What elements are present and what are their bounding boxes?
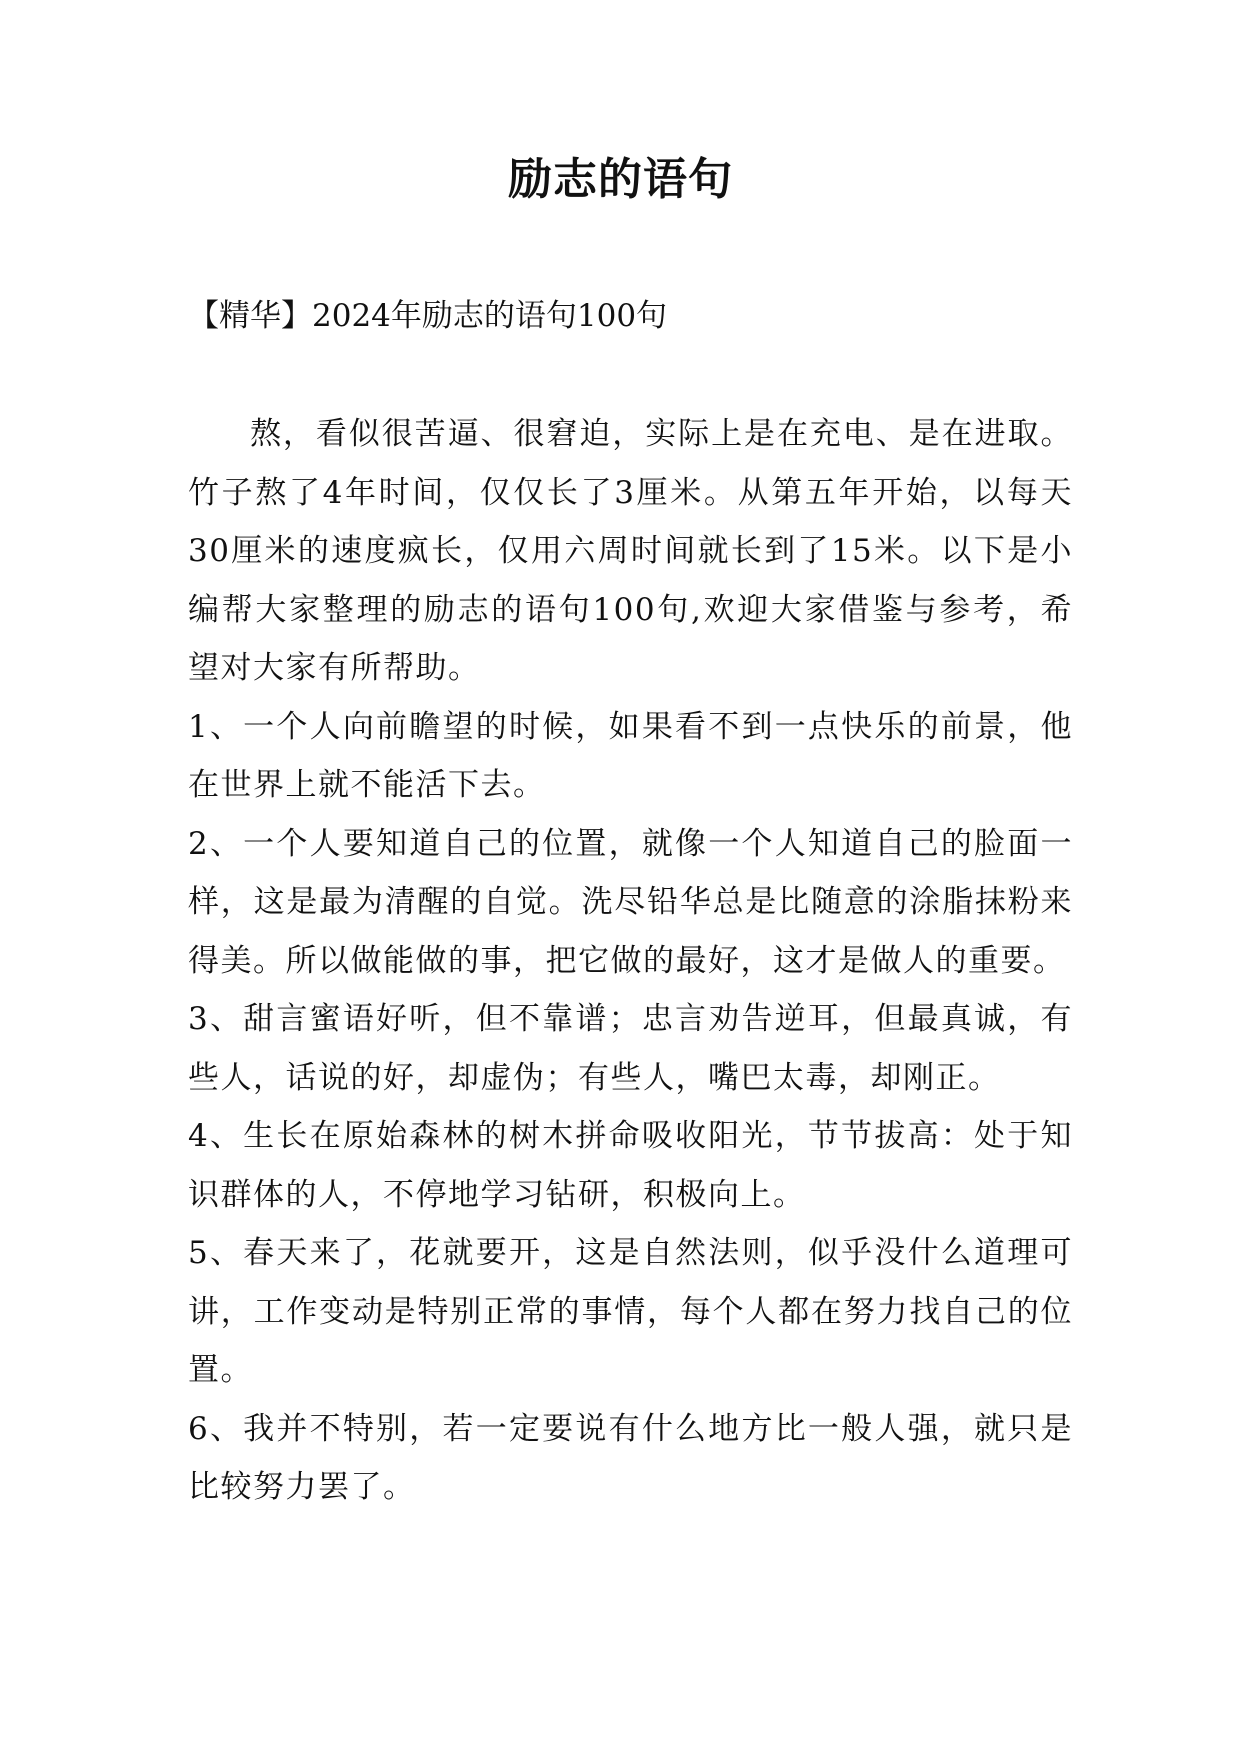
list-item: 3、甜言蜜语好听，但不靠谱；忠言劝告逆耳，但最真诚，有些人，话说的好，却虚伪；有些人，嘴巴太毒，却刚正。 — [188, 1001, 1073, 1096]
document-title: 励志的语句 — [508, 154, 733, 205]
list-item: 4、生长在原始森林的树木拼命吸收阳光，节节拔高：处于知识群体的人，不停地学习钻研，积极向上。 — [188, 1118, 1073, 1213]
document-subtitle: 【精华】2024年励志的语句100句 — [188, 298, 668, 334]
list-item: 6、我并不特别，若一定要说有什么地方比一般人强，就只是比较努力罢了。 — [188, 1410, 1073, 1505]
document-body — [188, 405, 1073, 1517]
list-item: 1、一个人向前瞻望的时候，如果看不到一点快乐的前景，他在世界上就不能活下去。 — [188, 708, 1073, 803]
list-item: 5、春天来了，花就要开，这是自然法则，似乎没什么道理可讲，工作变动是特别正常的事情，每个人都在努力找自己的位置。 — [188, 1235, 1073, 1388]
intro-paragraph: 熬，看似很苦逼、很窘迫，实际上是在充电、是在进取。竹子熬了4年时间，仅仅长了3厘米。从第五年开始，以每天30厘米的速度疯长，仅用六周时间就长到了15米。以下是小编帮大家整理的励志的语句100句,欢迎大家借鉴与参考，希望对大家有所帮助。 — [188, 416, 1073, 686]
list-item: 2、一个人要知道自己的位置，就像一个人知道自己的脸面一样，这是最为清醒的自觉。洗尽铅华总是比随意的涂脂抹粉来得美。所以做能做的事，把它做的最好，这才是做人的重要。 — [188, 825, 1073, 979]
